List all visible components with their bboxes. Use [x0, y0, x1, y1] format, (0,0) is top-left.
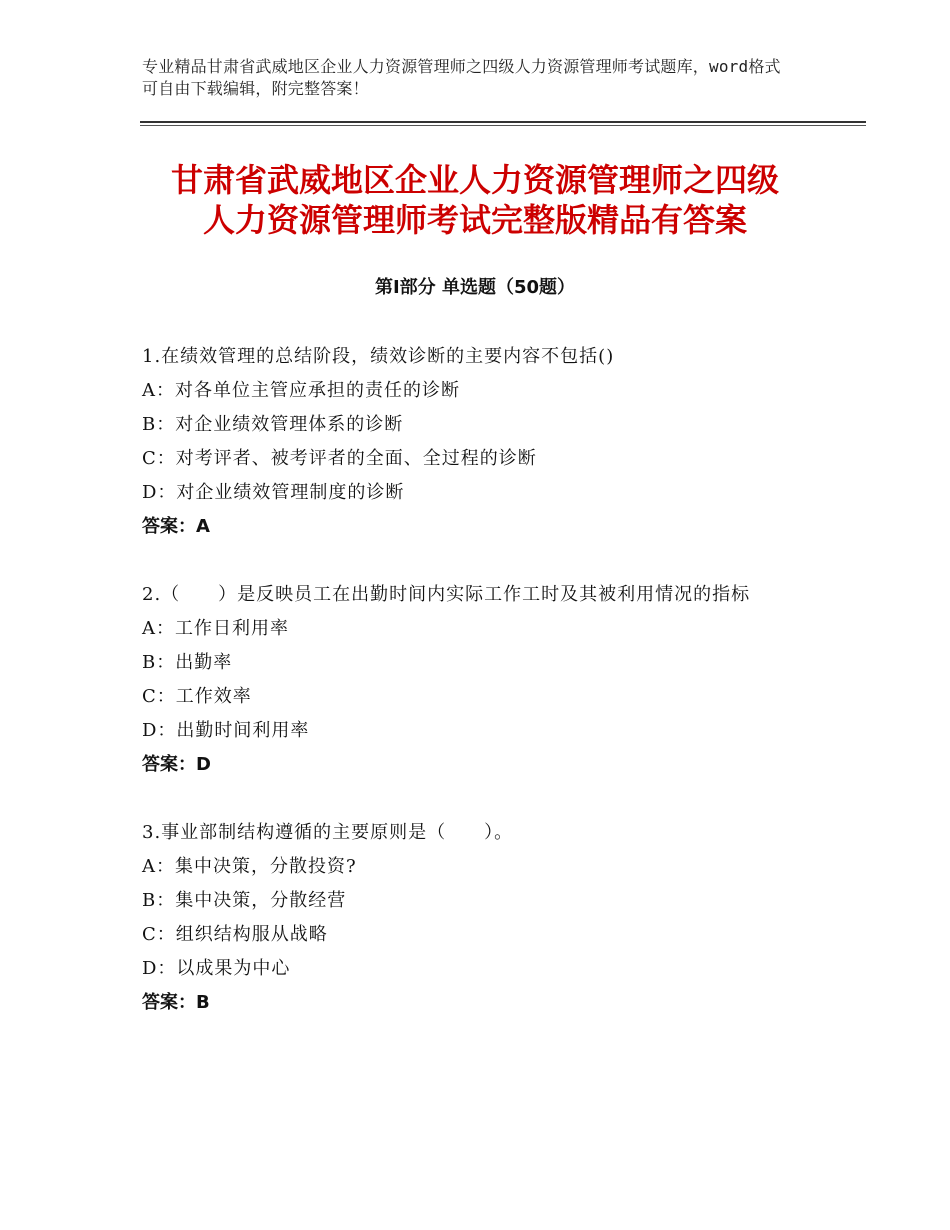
option-c: C：对考评者、被考评者的全面、全过程的诊断	[142, 448, 537, 469]
header-rule-thin	[140, 125, 866, 126]
question-1	[142, 340, 822, 544]
question-3	[142, 816, 822, 1020]
option-d: D：出勤时间利用率	[142, 720, 310, 741]
option-d: D：以成果为中心	[142, 958, 291, 979]
header-note: 专业精品甘肃省武威地区企业人力资源管理师之四级人力资源管理师考试题库，word格式可自由下载编辑，附完整答案！	[142, 57, 781, 98]
question-stem: 1.在绩效管理的总结阶段，绩效诊断的主要内容不包括()	[142, 346, 615, 367]
document-title-line-1: 甘肃省武威地区企业人力资源管理师之四级	[170, 161, 779, 199]
question-stem: 2.（ ）是反映员工在出勤时间内实际工作工时及其被利用情况的指标	[142, 584, 751, 605]
option-c: C：组织结构服从战略	[142, 924, 328, 945]
option-a: A：对各单位主管应承担的责任的诊断	[142, 380, 460, 401]
option-b: B：出勤率	[142, 652, 233, 673]
document-title-line-2: 人力资源管理师考试完整版精品有答案	[202, 201, 747, 239]
option-b: B：集中决策，分散经营	[142, 890, 347, 911]
option-d: D：对企业绩效管理制度的诊断	[142, 482, 405, 503]
answer: 答案：D	[142, 754, 211, 775]
question-stem: 3.事业部制结构遵循的主要原则是（ ）。	[142, 822, 514, 843]
document-title	[100, 160, 850, 240]
answer: 答案：B	[142, 992, 210, 1013]
option-a: A：集中决策，分散投资?	[142, 856, 357, 877]
option-a: A：工作日利用率	[142, 618, 289, 639]
question-2	[142, 578, 822, 782]
header-rule-thick	[140, 121, 866, 123]
option-c: C：工作效率	[142, 686, 252, 707]
answer: 答案：A	[142, 516, 210, 537]
section-title: 第Ⅰ部分 单选题（50题）	[374, 277, 575, 298]
question-list	[142, 340, 822, 1054]
option-b: B：对企业绩效管理体系的诊断	[142, 414, 404, 435]
